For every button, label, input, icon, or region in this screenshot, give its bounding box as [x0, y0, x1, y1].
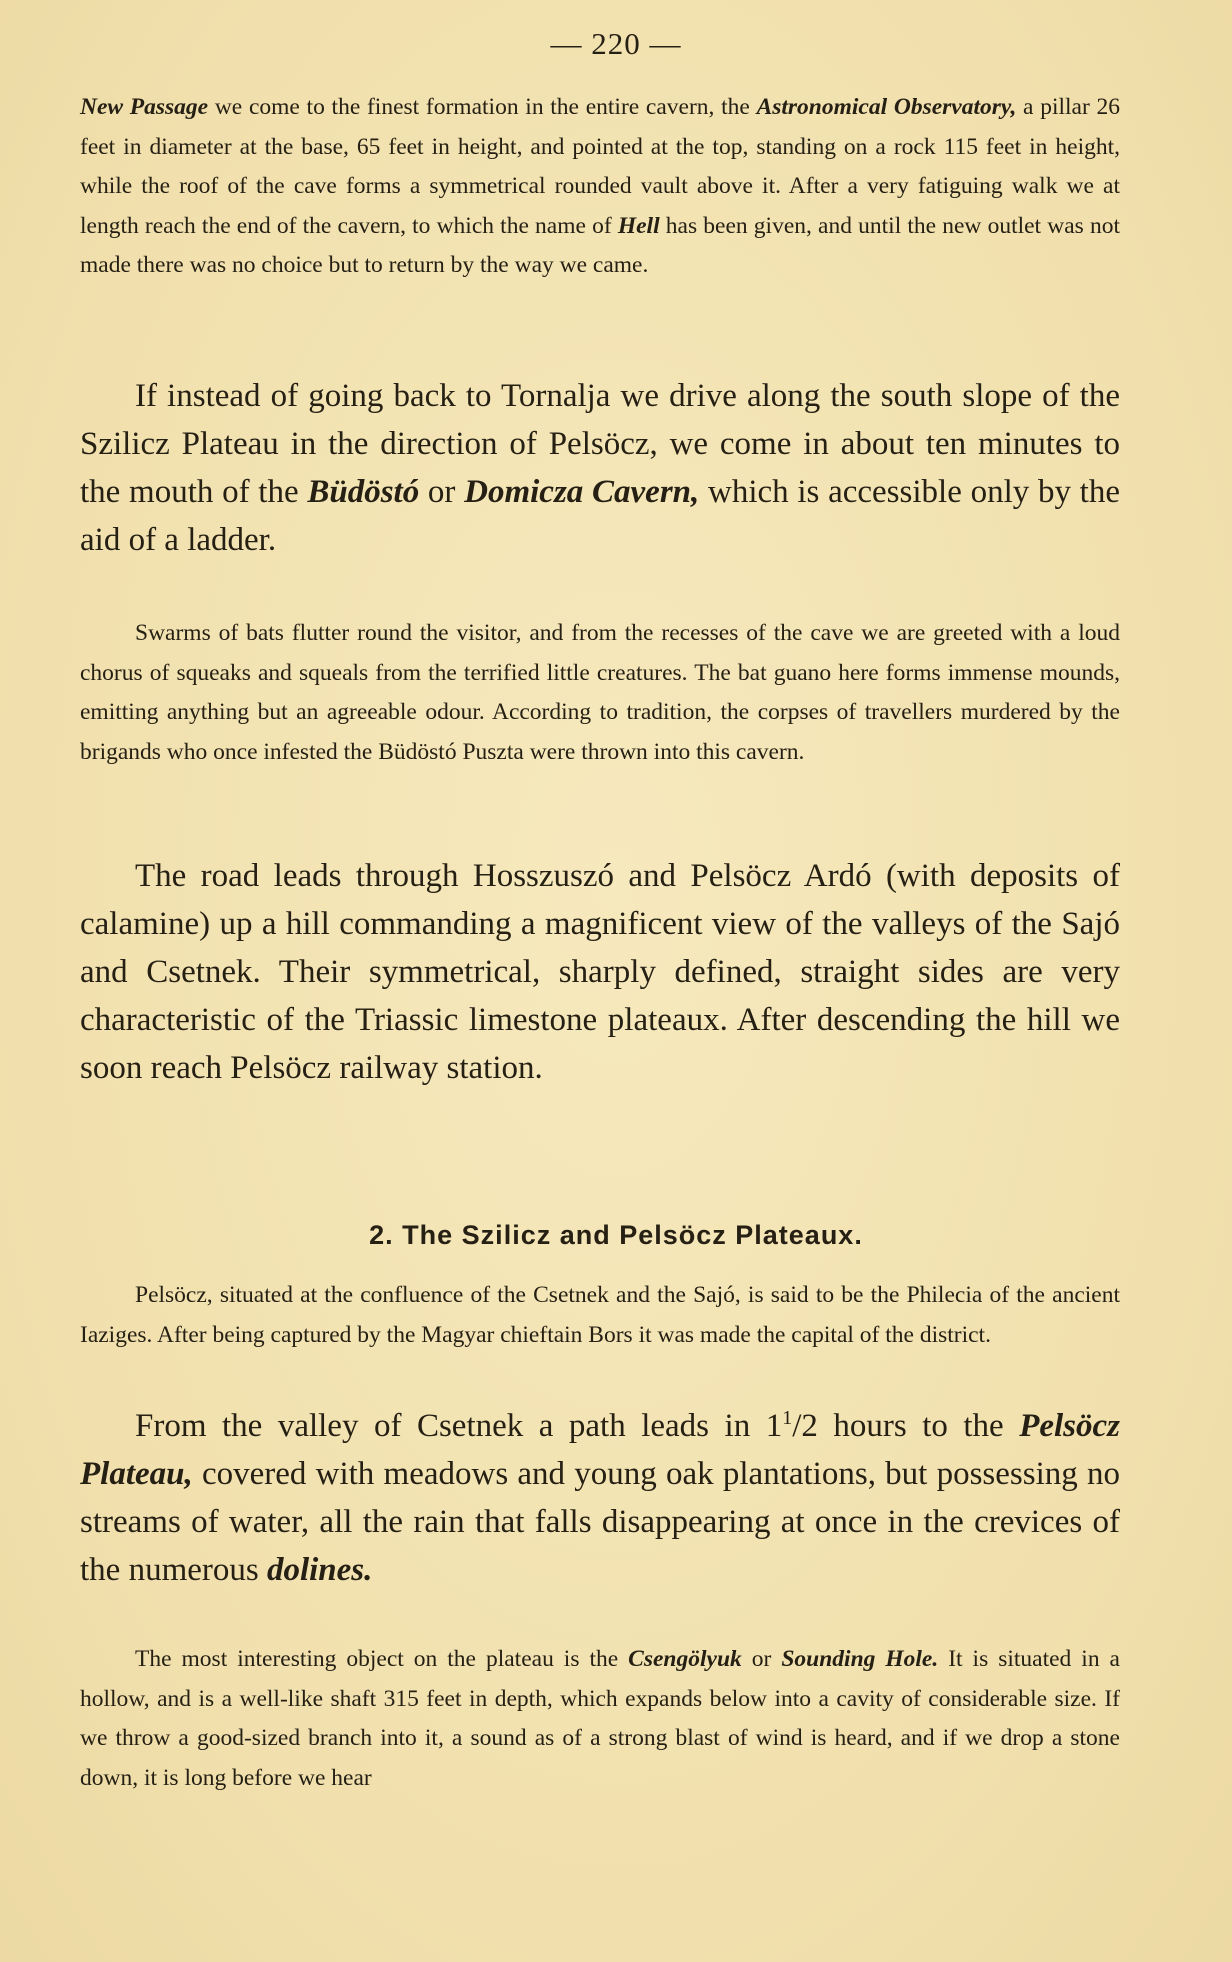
paragraph-text: It is situated in a hollow, and is a well-like shaft 315 feet in depth, which expands below into a cavity of considerable size. If we throw a good-sized branch into it, a sound as of a strong blast of wind is heard, and if we drop a stone down, it is long before we hear [80, 1646, 1120, 1791]
paragraph-text: From the valley of Csetnek a path leads in 1 [135, 1408, 783, 1444]
paragraph-text: or [741, 1646, 782, 1672]
paragraph-new-passage [80, 88, 1120, 286]
italic-term: Domicza Cavern, [464, 474, 700, 510]
paragraph-sounding-hole [80, 1640, 1120, 1798]
paragraph-text: or [419, 474, 465, 510]
superscript: 1 [782, 1407, 793, 1429]
page-number: — 220 — [550, 26, 682, 61]
italic-term: Pelsöcz Plateau, [80, 1408, 1120, 1492]
paragraph-pelsocz-plateau [80, 1394, 1120, 1594]
italic-term: New Passage [80, 94, 209, 120]
italic-term: Hell [617, 212, 660, 239]
paragraph-budosto-cavern [80, 372, 1120, 564]
italic-term: Sounding Hole. [781, 1646, 939, 1672]
paragraph-text: If instead of going back to Tornalja we drive along the south slope of the Szilicz Plateau in the direction of Pelsöcz, we come in about ten minutes to the mouth of the [80, 378, 1120, 510]
italic-term: Büdöstó [307, 474, 420, 510]
paragraph-text: Swarms of bats flutter round the visitor, and from the recesses of the cave we are greeted with a loud chorus of squeaks and squeals from the terrified little creatures. The bat guano here forms immense mounds, emitting anything but an agreeable odour. According to tradition, the corpses of travellers murdered by the brigands who once infested the Büdöstó Puszta were thrown into this cavern. [80, 620, 1120, 765]
paragraph-bats [80, 614, 1120, 772]
paragraph-text: Pelsöcz, situated at the confluence of the Csetnek and the Sajó, is said to be the Philecia of the ancient Iaziges. After being captured by the Magyar chieftain Bors it was made the capital of the district. [80, 1282, 1120, 1348]
paragraph-text: The most interesting object on the plateau is the [135, 1646, 629, 1672]
paragraph-text: The road leads through Hosszuszó and Pelsöcz Ardó (with deposits of calamine) up a hill commanding a magnificent view of the valleys of the Sajó and Csetnek. Their symmetrical, sharply defined, straight sides are very characteristic of the Triassic limestone plateaux. After descending the hill we soon reach Pelsöcz railway station. [80, 858, 1120, 1086]
paragraph-text: has been given, and until the new outlet was not made there was no choice but to return by the way we came. [80, 212, 1120, 278]
paragraph-text: a pillar 26 feet in diameter at the base, 65 feet in height, and pointed at the top, standing on a rock 115 feet in height, while the roof of the cave forms a symmetrical rounded vault above it. After a very fatiguing walk we at length reach the end of the cavern, to which the name of [80, 94, 1121, 239]
paragraph-text: /2 hours to the [792, 1408, 1020, 1444]
section-heading: 2. The Szilicz and Pelsöcz Plateaux. [369, 1220, 863, 1250]
paragraph-text: which is accessible only by the aid of a ladder. [80, 474, 1120, 558]
paragraph-pelsocz [80, 1276, 1120, 1355]
paragraph-road [80, 852, 1120, 1092]
italic-term: Csengölyuk [628, 1646, 742, 1672]
italic-term: Astronomical Observatory, [756, 94, 1017, 120]
paragraph-text: covered with meadows and young oak plantations, but possessing no streams of water, all the rain that falls disappearing at once in the crevices of the numerous [80, 1456, 1120, 1588]
paragraph-text: we come to the finest formation in the entire cavern, the [208, 94, 757, 120]
italic-term: dolines. [266, 1552, 373, 1588]
